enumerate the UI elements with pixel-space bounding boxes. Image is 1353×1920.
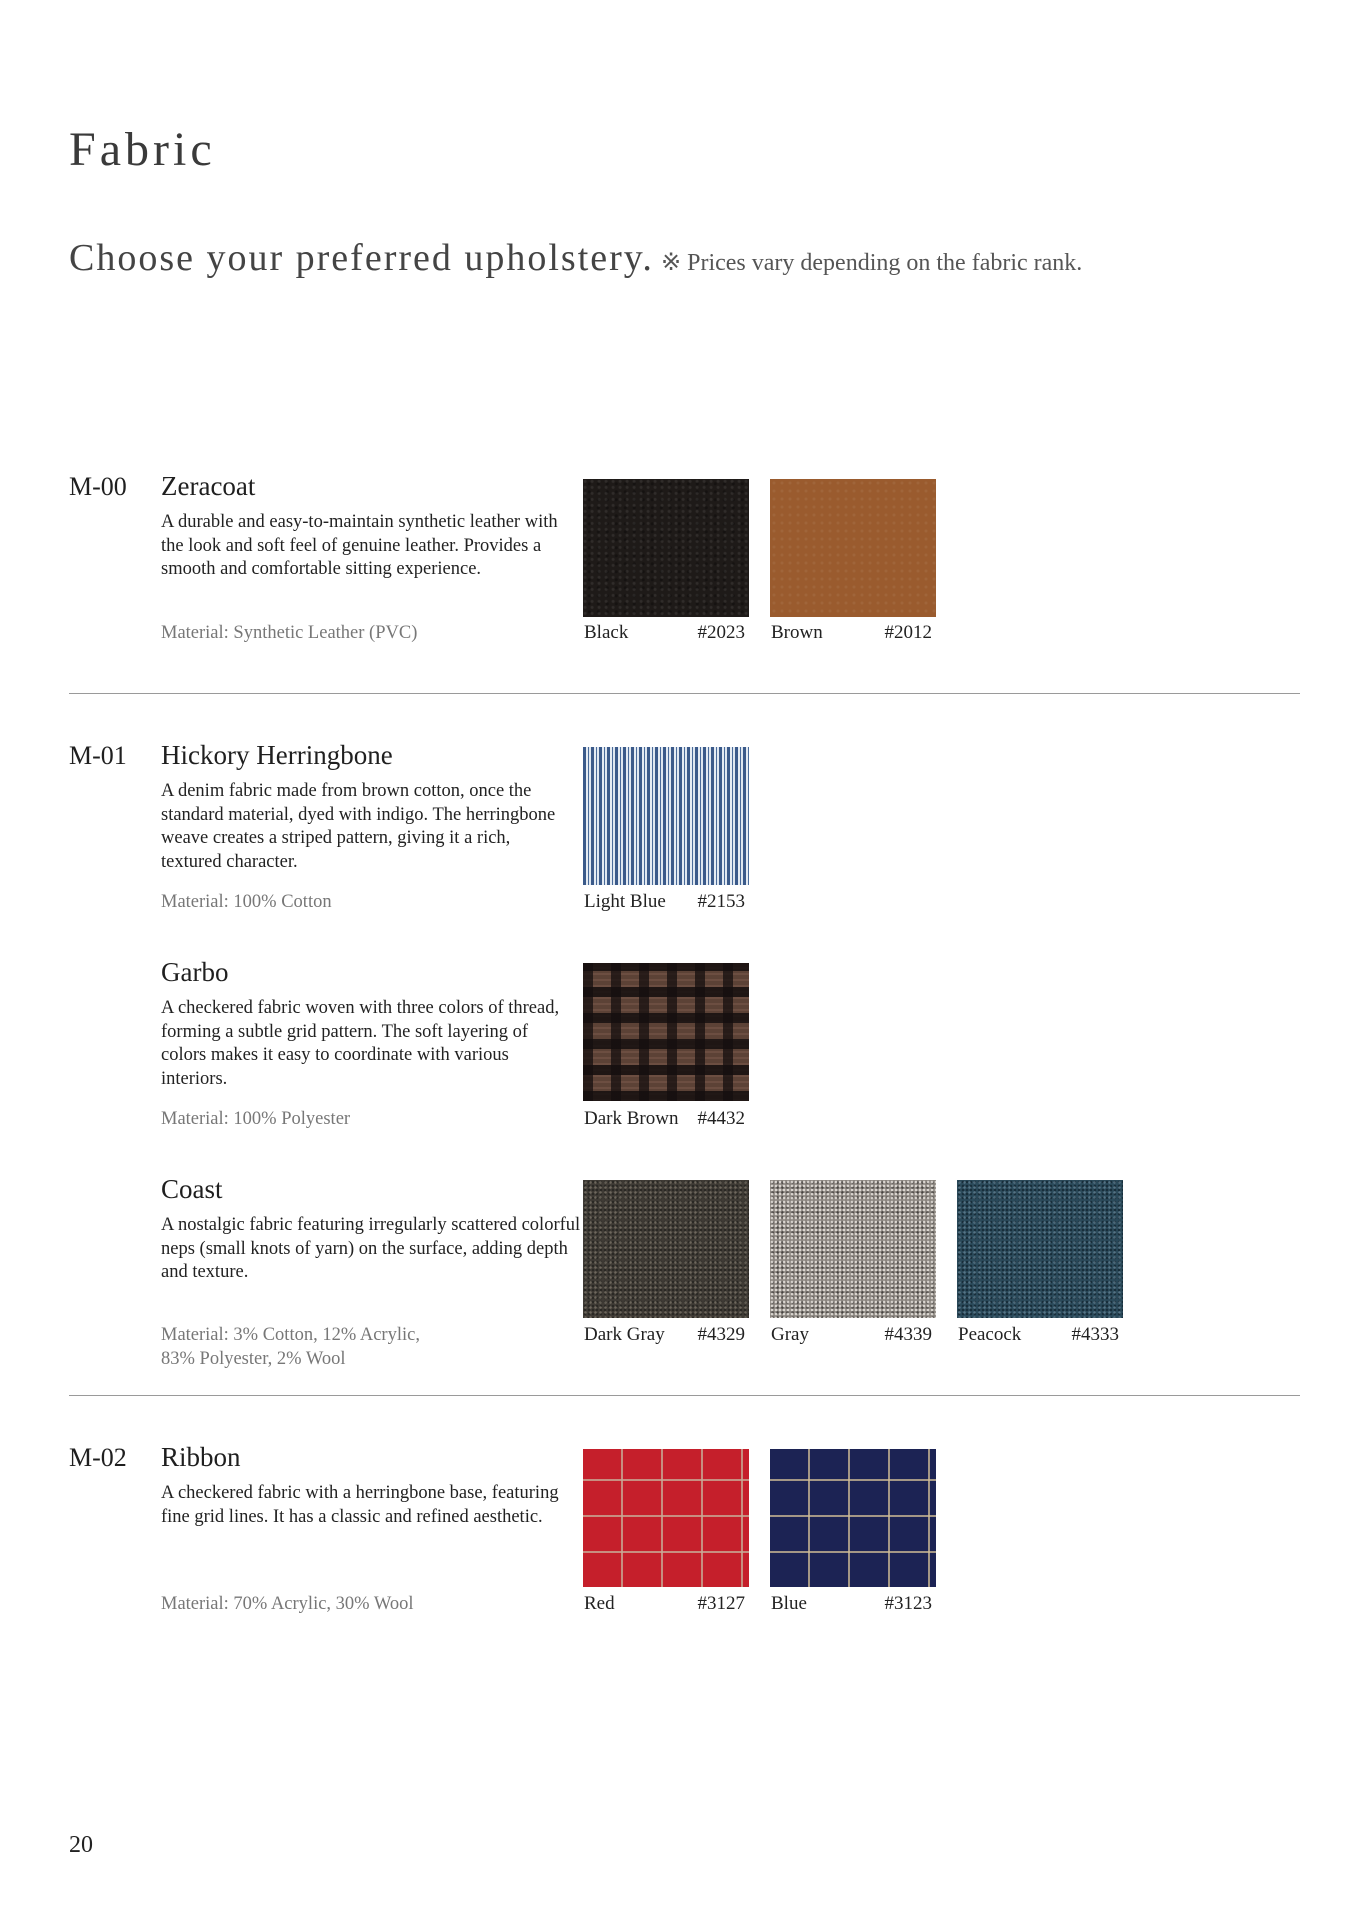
swatch-label-dark-brown: Dark Brown [584,1108,679,1129]
swatch-number-peacock: #4333 [1071,1324,1119,1345]
section-code-m01: M-01 [69,741,127,770]
fabric-name-ribbon: Ribbon [161,1442,241,1472]
swatch-light-blue[interactable] [583,747,749,885]
swatch-label-peacock: Peacock [958,1324,1022,1345]
swatch-brown[interactable] [770,479,936,617]
fabric-description-garbo: A checkered fabric woven with three colors of thread, forming a subtle grid pattern. The soft layering of colors makes it easy to coordinate with various interiors. [161,998,560,1089]
swatch-number-dark-brown: #4432 [697,1108,745,1129]
section-code-m00: M-00 [69,472,127,501]
swatch-label-brown: Brown [771,622,823,643]
section-divider [69,1395,1300,1396]
swatch-label-blue: Blue [771,1593,807,1614]
swatch-gray[interactable] [770,1180,936,1318]
fabric-description-zeracoat: A durable and easy-to-maintain synthetic leather with the look and soft feel of genuine leather. Provides a smooth and comfortable sitting experience. [161,512,558,579]
fabric-material-coast-line2: 83% Polyester, 2% Wool [161,1349,346,1369]
swatch-dark-gray[interactable] [583,1180,749,1318]
fabric-material-ribbon: Material: 70% Acrylic, 30% Wool [161,1594,414,1614]
page-title: Fabric [69,123,216,176]
page-number: 20 [69,1832,93,1858]
swatch-number-light-blue: #2153 [697,891,745,912]
swatch-dark-brown[interactable] [583,963,749,1101]
fabric-description-hickory-herringbone: A denim fabric made from brown cotton, once the standard material, dyed with indigo. The herringbone weave creates a striped pattern, giving it a rich, textured character. [161,781,556,872]
fabric-material-garbo: Material: 100% Polyester [161,1109,351,1129]
swatch-number-gray: #4339 [884,1324,932,1345]
page-subtitle: Choose your preferred upholstery. [69,237,654,279]
section-code-m02: M-02 [69,1443,127,1472]
swatch-label-light-blue: Light Blue [584,891,666,912]
fabric-material-zeracoat: Material: Synthetic Leather (PVC) [161,623,418,643]
swatch-label-red: Red [584,1593,615,1614]
fabric-name-hickory-herringbone: Hickory Herringbone [161,740,393,770]
swatch-label-gray: Gray [771,1324,809,1345]
swatch-blue[interactable] [770,1449,936,1587]
swatch-number-blue: #3123 [884,1593,932,1614]
swatch-label-black: Black [584,622,629,643]
fabric-name-zeracoat: Zeracoat [161,471,256,501]
swatch-label-dark-gray: Dark Gray [584,1324,665,1345]
fabric-name-coast: Coast [161,1174,223,1204]
fabric-material-hickory-herringbone: Material: 100% Cotton [161,892,332,912]
swatch-number-dark-gray: #4329 [697,1324,745,1345]
section-divider [69,693,1300,694]
fabric-description-ribbon: A checkered fabric with a herringbone base, featuring fine grid lines. It has a classic and refined aesthetic. [161,1483,559,1527]
swatch-number-black: #2023 [697,622,745,643]
swatch-peacock[interactable] [957,1180,1123,1318]
price-note: ※ Prices vary depending on the fabric rank. [661,250,1083,276]
fabric-name-garbo: Garbo [161,957,229,987]
swatch-number-brown: #2012 [884,622,932,643]
fabric-description-coast: A nostalgic fabric featuring irregularly scattered colorful neps (small knots of yarn) on the surface, adding depth and texture. [161,1215,581,1282]
fabric-material-coast-line1: Material: 3% Cotton, 12% Acrylic, [161,1325,420,1345]
swatch-number-red: #3127 [697,1593,745,1614]
swatch-red[interactable] [583,1449,749,1587]
swatch-black[interactable] [583,479,749,617]
